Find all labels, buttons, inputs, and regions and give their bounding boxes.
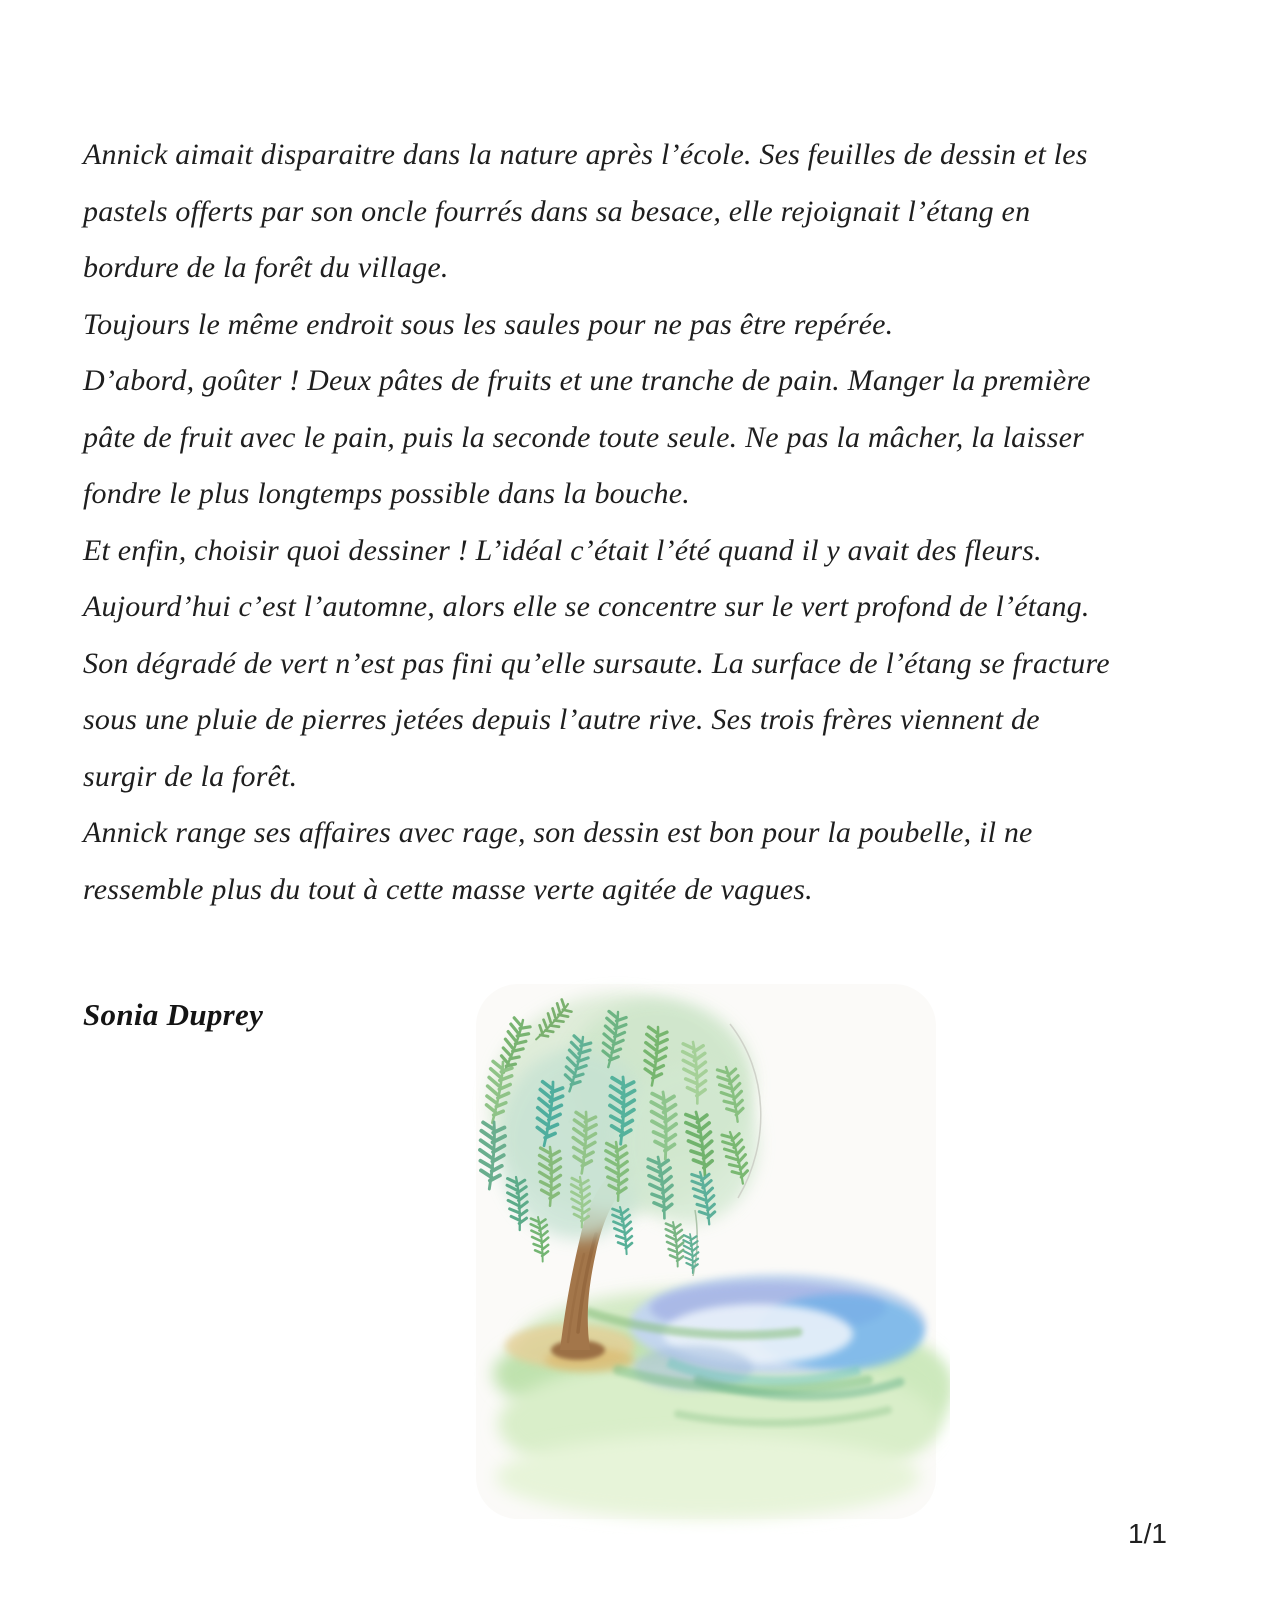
story-line: Aujourd’hui c’est l’automne, alors elle se concentre sur le vert profond de l’étang.	[83, 590, 1090, 623]
page-number: 1/1	[1128, 1518, 1167, 1549]
story-line: sous une pluie de pierres jetées depuis l’autre rive. Ses trois frères viennent de	[83, 703, 1040, 736]
story-line: D’abord, goûter ! Deux pâtes de fruits et une tranche de pain. Manger la première	[83, 364, 1091, 397]
story-text	[83, 127, 1168, 918]
author-name: Sonia Duprey	[83, 997, 264, 1032]
story-line: fondre le plus longtemps possible dans la bouche.	[83, 477, 690, 510]
story-line: Toujours le même endroit sous les saules pour ne pas être repérée.	[83, 307, 894, 341]
story-line: Annick aimait disparaitre dans la nature après l’école. Ses feuilles de dessin et les	[83, 138, 1088, 171]
story-line: bordure de la forêt du village.	[83, 251, 449, 284]
story-line: surgir de la forêt.	[83, 759, 298, 793]
watercolor-illustration	[468, 972, 950, 1534]
story-line: Son dégradé de vert n’est pas fini qu’elle sursaute. La surface de l’étang se fracture	[83, 646, 1110, 680]
story-line: ressemble plus du tout à cette masse verte agitée de vagues.	[83, 872, 813, 906]
story-line: Et enfin, choisir quoi dessiner ! L’idéal c’était l’été quand il y avait des fleurs.	[83, 533, 1042, 567]
story-line: pâte de fruit avec le pain, puis la seconde toute seule. Ne pas la mâcher, la laisser	[83, 420, 1084, 454]
story-line: pastels offerts par son oncle fourrés dans sa besace, elle rejoignait l’étang en	[83, 194, 1031, 228]
story-line: Annick range ses affaires avec rage, son dessin est bon pour la poubelle, il ne	[83, 816, 1033, 849]
